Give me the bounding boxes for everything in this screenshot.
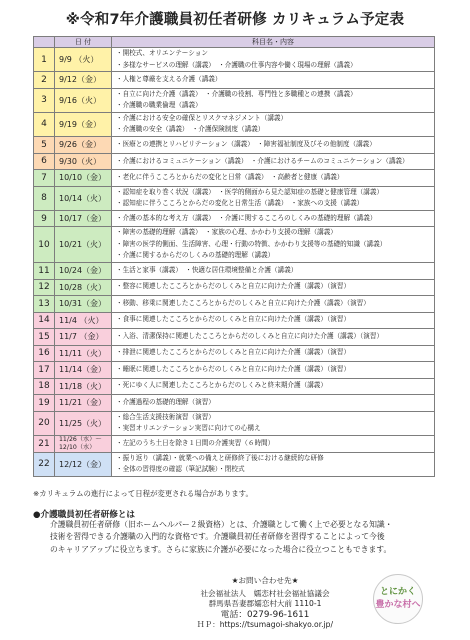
table-row: [34, 170, 435, 187]
subject-line: ・自立に向けた介護（講義） ・介護職の役割、専門性と多職種との連携（講義）: [116, 89, 357, 98]
subject-line: ・介護に関するからだのしくみの基礎的理解（講義）: [116, 251, 275, 260]
table-row: [34, 186, 435, 210]
row-number: 10: [34, 227, 55, 263]
row-date: 10/28（火）: [55, 279, 112, 296]
row-subjects: [112, 227, 435, 263]
row-subjects: [112, 153, 435, 170]
row-subjects: [112, 362, 435, 379]
row-date: 9/19（金）: [55, 112, 112, 136]
row-date: 9/30（火）: [55, 153, 112, 170]
subject-line: ・多様なサービスの理解（講義） ・介護職の仕事内容や働く現場の理解（講義）: [116, 60, 357, 69]
header-no: [34, 37, 55, 48]
section-line: のキャリアアップに役立ちます。さらに家族に介護が必要になった場合に役立つこともできます。: [50, 544, 392, 554]
table-row: [34, 378, 435, 395]
row-number: 16: [34, 345, 55, 362]
table-row: [34, 296, 435, 313]
row-number: 1: [34, 48, 55, 72]
table-row: [34, 227, 435, 263]
subject-line: ・医療との連携とリハビリテーション（講義） ・障害福祉制度及びその他制度（講義）: [116, 140, 376, 149]
subject-line: ・介護職の職業倫理（講義）: [116, 101, 202, 110]
subject-line: ・食事に関連したこころとからだのしくみと自立に向けた介護（講義）（演習）: [116, 315, 351, 324]
row-date: 11/14（金）: [55, 362, 112, 379]
row-subjects: [112, 329, 435, 346]
table-row: [34, 153, 435, 170]
row-date: 11/4 （火）: [55, 312, 112, 329]
row-date: 9/12（金）: [55, 72, 112, 89]
row-subjects: [112, 452, 435, 476]
contact-hp-link[interactable]: ＨＰ：https://tsumagoi-shakyo.or.jp/: [196, 620, 334, 630]
subject-line: ・振り返り（講義）・就業への備えと研修終了後における継続的な研修: [116, 453, 324, 462]
row-number: 22: [34, 452, 55, 476]
row-subjects: [112, 112, 435, 136]
row-date: 9/26（金）: [55, 137, 112, 154]
logo-text: とにかく: [379, 587, 416, 597]
table-row: [34, 210, 435, 227]
subject-line: ・障害の基礎的理解（講義） ・家族の心理、かかわり支援の理解（講義）: [116, 228, 337, 237]
row-subjects: [112, 186, 435, 210]
contact-org: 社会福祉法人 嬬恋村社会福祉協議会: [200, 588, 330, 598]
row-subjects: [112, 137, 435, 154]
row-subjects: [112, 378, 435, 395]
header-date: 日 付: [55, 37, 112, 48]
subject-line: ・開校式、オリエンテーション: [116, 49, 208, 57]
contact-block: [150, 576, 380, 631]
row-subjects: [112, 72, 435, 89]
row-date: 11/25（火）: [55, 411, 112, 435]
table-header-row: [34, 37, 435, 48]
subject-line: ・介護における安全の確保とリスクマネジメント（講義）: [116, 113, 288, 122]
row-number: 7: [34, 170, 55, 187]
subject-line: ・介護におけるコミュニケーション（講義） ・介護におけるチームのコミュニケーション（講義）: [116, 156, 409, 165]
subject-line: ・人権と尊厳を支える介護（講義）: [116, 75, 222, 84]
row-number: 14: [34, 312, 55, 329]
row-subjects: [112, 345, 435, 362]
row-number: 21: [34, 435, 55, 452]
row-subjects: [112, 435, 435, 452]
table-row: [34, 452, 435, 476]
subject-line: ・左記のうち土日を除き１日間の介護実習（６時間）: [116, 438, 275, 447]
row-date: 11/7 （金）: [55, 329, 112, 346]
subject-line: ・認知症に伴うこころとからだの変化と日常生活（講義） ・家族への支援（講義）: [116, 199, 364, 208]
section-line: 技術を習得できる介護職の入門的な資格です。介護職員初任者研修を習得することによって今後: [50, 532, 385, 542]
village-logo: [373, 574, 423, 624]
row-subjects: [112, 210, 435, 227]
row-date: 12/12（金）: [55, 452, 112, 476]
row-date: 10/31（金）: [55, 296, 112, 313]
table-row: [34, 411, 435, 435]
table-row: [34, 329, 435, 346]
row-number: 15: [34, 329, 55, 346]
row-date: 10/17（金）: [55, 210, 112, 227]
row-subjects: [112, 170, 435, 187]
row-subjects: [112, 296, 435, 313]
row-number: 5: [34, 137, 55, 154]
section-heading: ●介護職員初任者研修とは: [33, 510, 136, 520]
subject-line: ・生活と家事（講義） ・快適な居住環境整備と介護（講義）: [116, 265, 298, 274]
section-body: [50, 519, 450, 556]
subject-line: ・死にゆく人に関連したこころとからだのしくみと終末期介護（講義）: [116, 381, 327, 390]
row-date: 11/26（水）～12/10（水）: [55, 435, 112, 452]
subject-line: ・睡眠に関連したこころとからだのしくみと自立に向けた介護（講義）（演習）: [116, 364, 351, 373]
table-row: [34, 263, 435, 280]
row-date: 10/24（金）: [55, 263, 112, 280]
row-subjects: [112, 395, 435, 412]
table-row: [34, 72, 435, 89]
row-number: 3: [34, 88, 55, 112]
table-row: [34, 88, 435, 112]
subject-line: ・介護職の安全（講義） ・介護保険制度（講義）: [116, 125, 265, 134]
row-date: 11/21（金）: [55, 395, 112, 412]
row-number: 20: [34, 411, 55, 435]
row-date: 9/9 （火）: [55, 48, 112, 72]
subject-line: ・整容に関連したこころとからだのしくみと自立に向けた介護（講義）（演習）: [116, 282, 351, 291]
subject-line: ・実習オリエンテーション実習に向けての心構え: [116, 424, 261, 433]
row-number: 18: [34, 378, 55, 395]
row-number: 12: [34, 279, 55, 296]
row-number: 11: [34, 263, 55, 280]
row-date: 10/21（火）: [55, 227, 112, 263]
subject-line: ・介護過程の基礎的理解（演習）: [116, 397, 215, 406]
row-subjects: [112, 263, 435, 280]
table-row: [34, 395, 435, 412]
row-number: 2: [34, 72, 55, 89]
table-row: [34, 112, 435, 136]
table-row: [34, 362, 435, 379]
row-number: 17: [34, 362, 55, 379]
table-row: [34, 137, 435, 154]
row-number: 6: [34, 153, 55, 170]
subject-line: ・入浴、清潔保持に関連したこころとからだのしくみと自立に向けた介護（講義）（演習）: [116, 331, 384, 340]
row-number: 19: [34, 395, 55, 412]
subject-line: ・介護の基本的な考え方（講義） ・介護に関するこころのしくみの基礎的理解（講義）: [116, 213, 377, 222]
row-date: 9/16（火）: [55, 88, 112, 112]
subject-line: ・総合生活支援技術演習（演習）: [116, 412, 215, 421]
contact-address: 群馬県吾妻郡嬬恋村大前 1110-1: [208, 599, 322, 609]
row-date: 11/18（火）: [55, 378, 112, 395]
row-date: 11/11（火）: [55, 345, 112, 362]
row-date: 10/14（火）: [55, 186, 112, 210]
table-row: [34, 48, 435, 72]
row-subjects: [112, 279, 435, 296]
subject-line: ・老化に伴うこころとからだの変化と日常（講義） ・高齢者と健康（講義）: [116, 173, 344, 182]
row-number: 4: [34, 112, 55, 136]
row-subjects: [112, 88, 435, 112]
contact-phone: 電話：0279-96-1611: [220, 609, 310, 620]
subject-line: ・移動、移乗に関連したこころとからだのしくみと自立に向けた介護（講義）（演習）: [116, 298, 370, 307]
subject-line: ・認知症を取り巻く状況（講義） ・医学的側面から見た認知症の基礎と健康管理（講義）: [116, 187, 384, 196]
table-row: [34, 279, 435, 296]
row-date: 10/10（金）: [55, 170, 112, 187]
subject-line: ・全体の習得度の確認（筆記試験）・閉校式: [116, 465, 245, 474]
table-row: [34, 435, 435, 452]
row-number: 8: [34, 186, 55, 210]
subject-line: ・排泄に関連したこころとからだのしくみと自立に向けた介護（講義）（演習）: [116, 348, 351, 357]
table-row: [34, 312, 435, 329]
row-number: 13: [34, 296, 55, 313]
logo-text: 豊かな村へ: [375, 600, 421, 610]
section-line: 介護職員初任者研修（旧ホームヘルパー２級資格）とは、介護職として働く上で必要となる知識・: [50, 520, 393, 529]
contact-title: ★お問い合わせ先★: [231, 576, 299, 585]
subject-line: ・障害の医学的側面、生活障害、心理・行動の特徴、かかわり支援等の基礎的知識（講義）: [116, 239, 387, 248]
row-subjects: [112, 312, 435, 329]
row-number: 9: [34, 210, 55, 227]
table-row: [34, 345, 435, 362]
header-subject: 科目名・内容: [112, 37, 435, 48]
schedule-note: ※カリキュラムの進行によって日程が変更される場合があります。: [33, 489, 253, 498]
page-title: ※令和7年介護職員初任者研修 カリキュラム予定表: [65, 12, 405, 28]
curriculum-table: [33, 36, 435, 477]
row-subjects: [112, 48, 435, 72]
row-subjects: [112, 411, 435, 435]
